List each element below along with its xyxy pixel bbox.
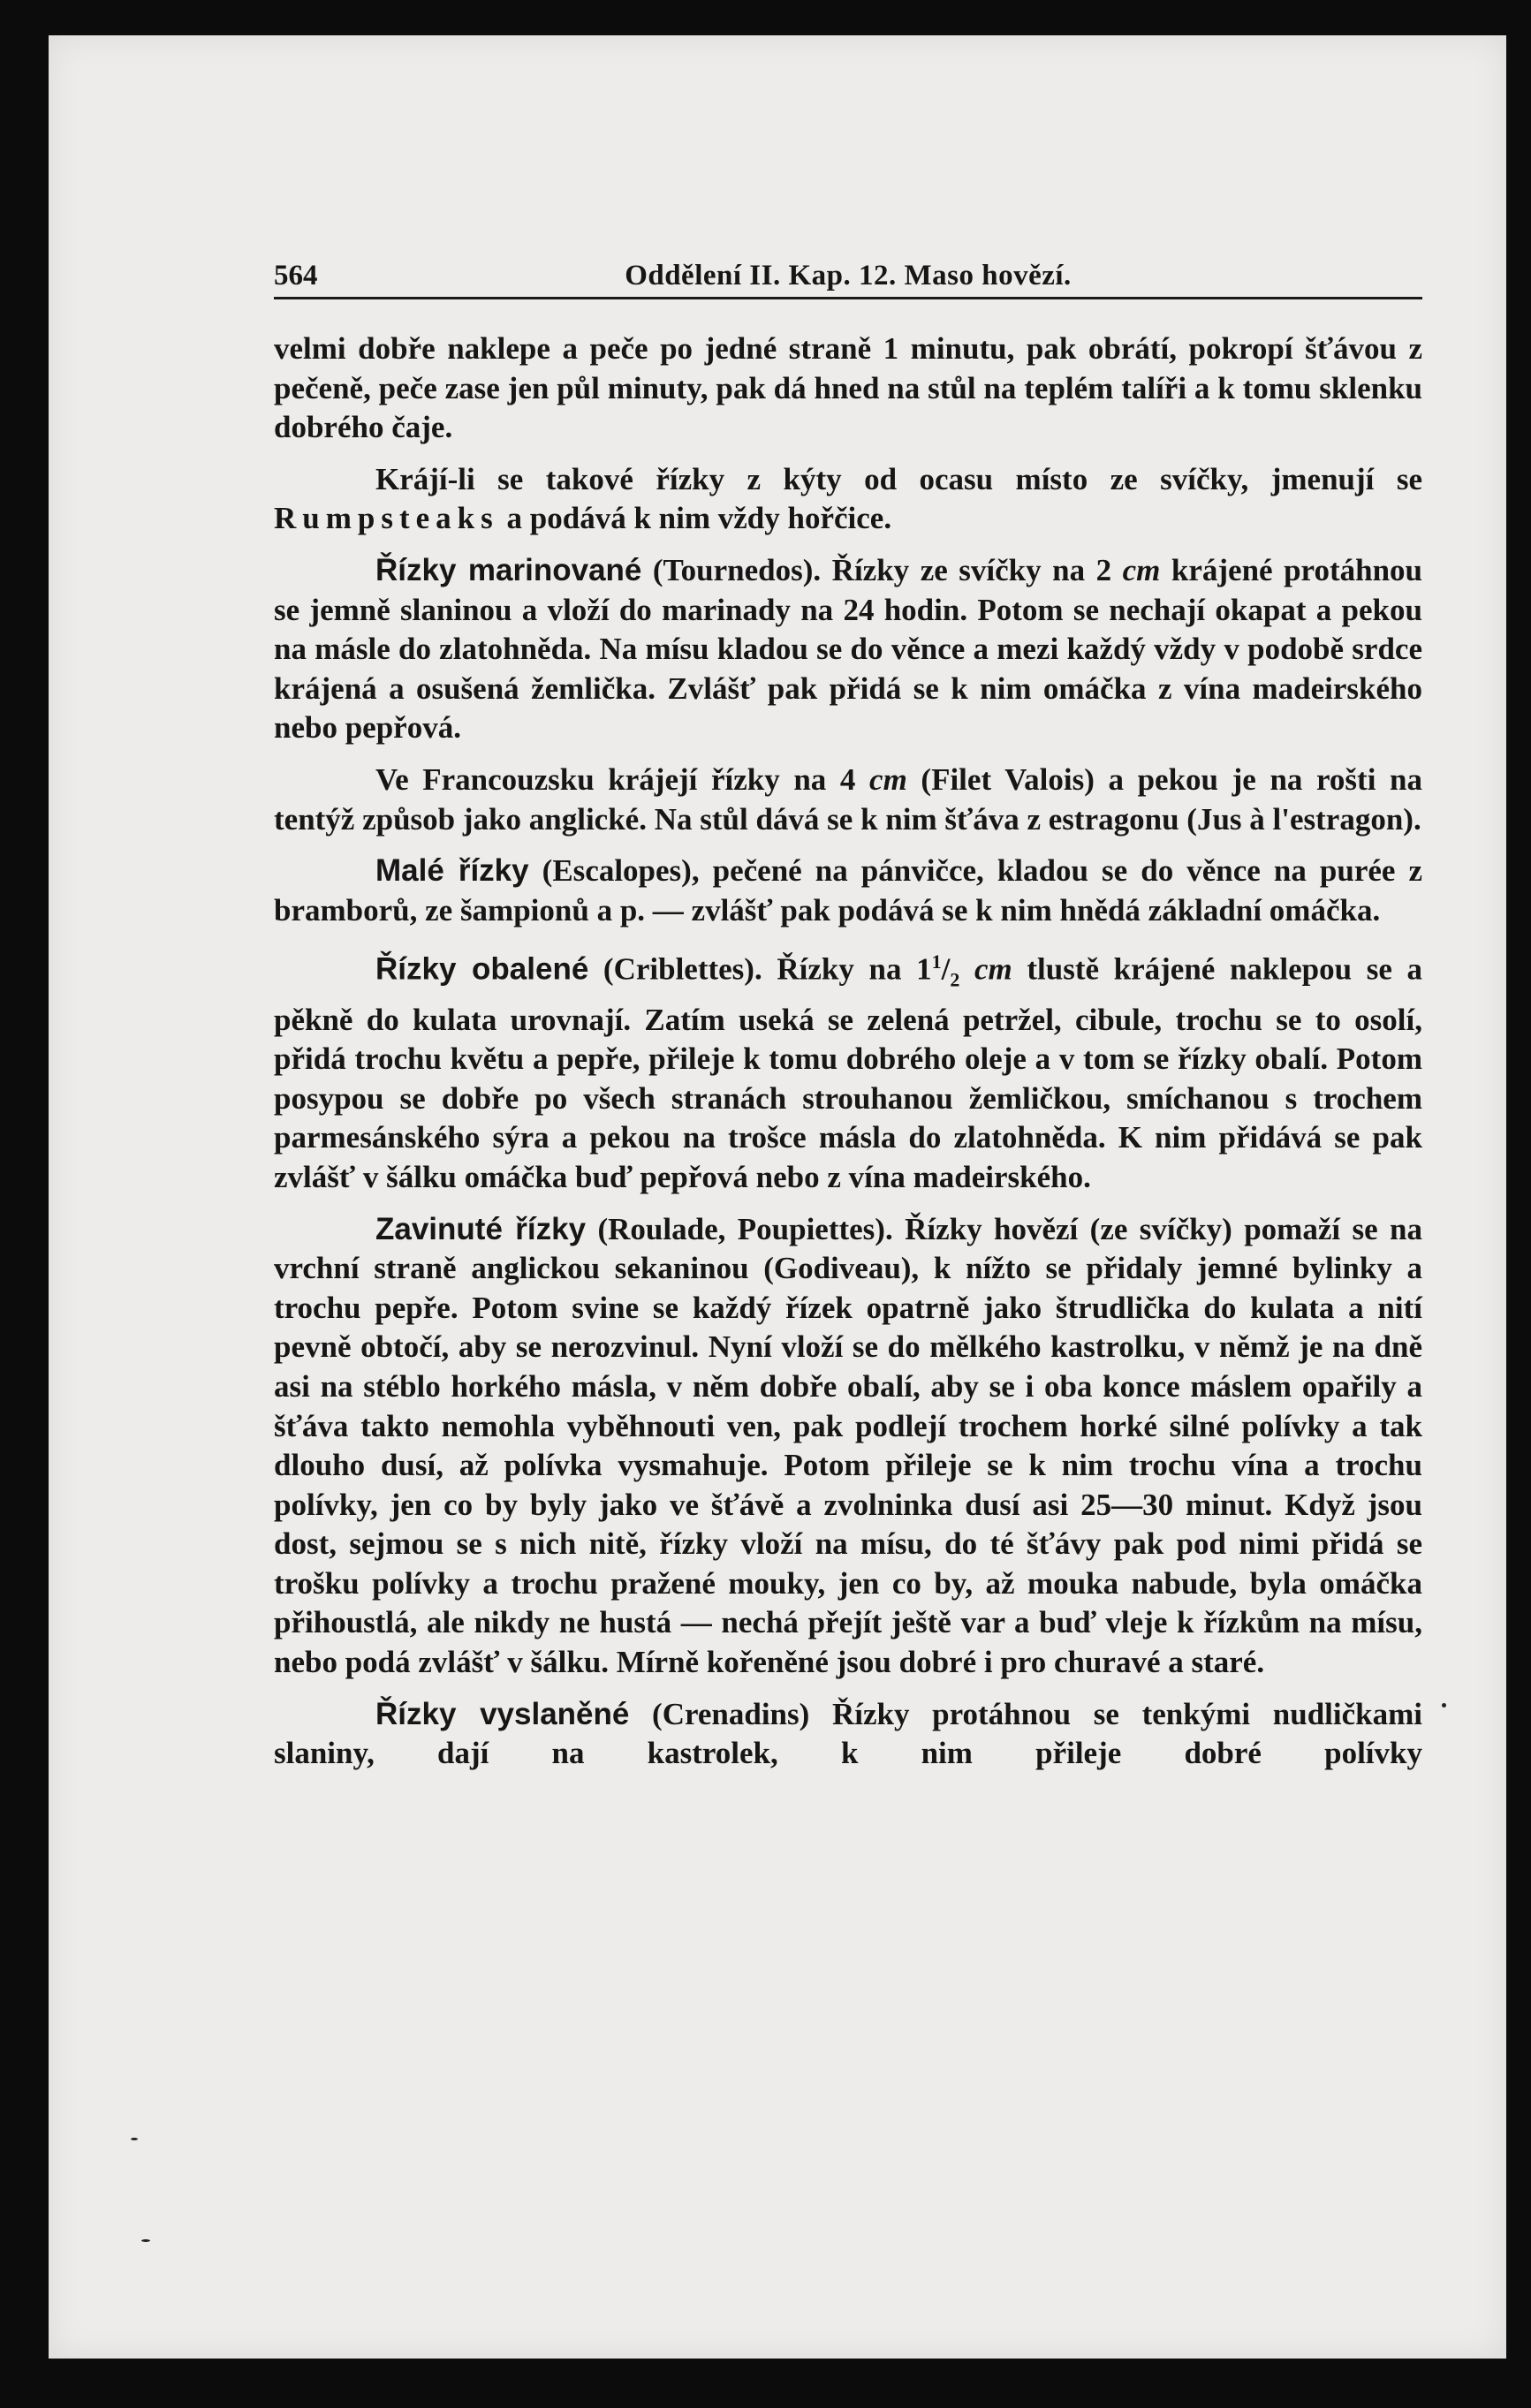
paragraph-text: (Criblettes). Řízky na 1 (588, 951, 932, 987)
page-number: 564 (274, 260, 318, 292)
paragraph-text: Krájí-li se takové řízky z kýty od ocasu místo ze svíčky, jmenují se (375, 461, 1422, 496)
paragraph-text: Ve Francouzsku krájejí řízky na 4 (375, 761, 870, 797)
speck (1442, 1703, 1446, 1708)
paragraph-rizky-marinovane (274, 551, 1422, 748)
recipe-heading: Řízky vyslaněné (375, 1696, 630, 1731)
paragraph-text: (Filet Valois) a pekou je na rošti na tentýž způsob jako anglické. Na stůl dává se k nim šťáva z estragonu (Jus à l'estragon). (274, 761, 1423, 837)
paragraph-male-rizky (274, 852, 1422, 930)
paragraph-text: krájené protáhnou se jemně slaninou a vloží do marinady na 24 hodin. Potom se nechají okapat a pekou na másle do zlatohněda. Na mísu kladou se do věnce a mezi každý vždy v podobě srdce krájená a osušená žemlička. Zvlášť pak přidá se k nim omáčka z vína madeirského nebo pepřová. (274, 552, 1422, 746)
paragraph-text (959, 952, 974, 987)
fraction-slash: / (941, 951, 951, 987)
fraction-denominator: 2 (950, 968, 960, 991)
running-title: Oddělení II. Kap. 12. Maso hovězí. (625, 260, 1072, 292)
paragraph-text: (Crenadins) Řízky protáhnou se tenkými nudličkami slaniny, dají na kastrolek, k nim přileje dobré polívky (274, 1696, 1422, 1771)
paragraph-rizky-obalene (274, 943, 1422, 1197)
paragraph-text: velmi dobře naklepe a peče po jedné straně 1 minutu, pak obrátí, pokropí šťávou z pečeně, peče zase jen půl minuty, pak dá hned na stůl na teplém talíři a k tomu sklenku dobrého čaje. (274, 331, 1422, 445)
paragraph-text: tlustě krájené naklepou se a pěkně do kulata urovnají. Zatím useká se zelená petržel, cibule, trochu se to osolí, přidá trochu květu a pepře, přileje k tomu dobrého oleje a v tom se řízky obalí. Potom posypou se dobře po všech stranách strouhanou žemličkou, smíchanou s trochem parmesánského sýra a pekou na trošce másla do zlatohněda. K nim přidává se pak zvlášť v šálku omáčka buď pepřová nebo z vína madeirského. (274, 951, 1422, 1194)
page-content (274, 256, 1422, 1786)
paragraph-rumpsteaks (274, 460, 1422, 539)
spaced-term: Rumpsteaks (274, 501, 499, 536)
paragraph-text: (Tournedos). Řízky ze svíčky na 2 (641, 552, 1123, 587)
running-head (274, 256, 1422, 299)
paragraph-text: (Escalopes), pečené na pánvičce, kladou se do věnce na purée z bramborů, ze šampionů a p. — zvlášť pak podává se k nim hnědá základní omáčka. (274, 853, 1423, 928)
paragraph-zavinute-rizky (274, 1210, 1422, 1683)
recipe-heading: Řízky obalené (375, 951, 589, 987)
paragraph-text: a podává k nim vždy hořčice. (498, 501, 892, 536)
recipe-heading: Malé řízky (375, 853, 529, 889)
recipe-heading: Řízky marinované (375, 552, 642, 587)
speck (131, 2138, 138, 2140)
speck (141, 2239, 150, 2242)
paragraph-text: (Roulade, Poupiettes). Řízky hovězí (ze svíčky) pomaží se na vrchní straně anglickou sekaninou (Godiveau), k nížto se přidaly jemné bylinky a trochu pepře. Potom svine se každý řízek opatrně jako štrudlička do kulata a nití pevně obtočí, aby se nerozvinul. Nyní vloží se do mělkého kastrolku, v němž je na dně asi na stéblo horkého másla, v něm dobře obalí, aby se i oba konce máslem opařily a šťáva takto nemohla vyběhnouti ven, pak podlejí trochem horké silné polívky a tak dlouho dusí, až polívka vysmahuje. Potom přileje se k nim trochu vína a trochu polívky, jen co by byly jako ve šťávě a zvolninka dusí asi 25—30 minut. Když jsou dost, sejmou se s nich nitě, řízky vloží na mísu, do té šťávy pak pod nimi přidá se trošku polívky a trochu pražené mouky, jen co by, až mouka nabude, byla omáčka přihoustlá, ale nikdy ne hustá — nechá přejít ještě var a buď vleje k řízkům na mísu, nebo podá zvlášť v šálku. Mírně kořeněné jsou dobré i pro churavé a staré. (274, 1211, 1423, 1680)
fraction-numerator: 1 (931, 950, 942, 973)
unit-label: cm (974, 951, 1012, 987)
paragraph-continuation (274, 329, 1422, 448)
unit-label: cm (1122, 552, 1161, 587)
paragraph-francouzsko (274, 761, 1422, 839)
paragraph-rizky-vyslanene (274, 1695, 1422, 1774)
body-text (274, 329, 1422, 1774)
unit-label: cm (869, 761, 907, 797)
recipe-heading: Zavinuté řízky (375, 1211, 587, 1246)
